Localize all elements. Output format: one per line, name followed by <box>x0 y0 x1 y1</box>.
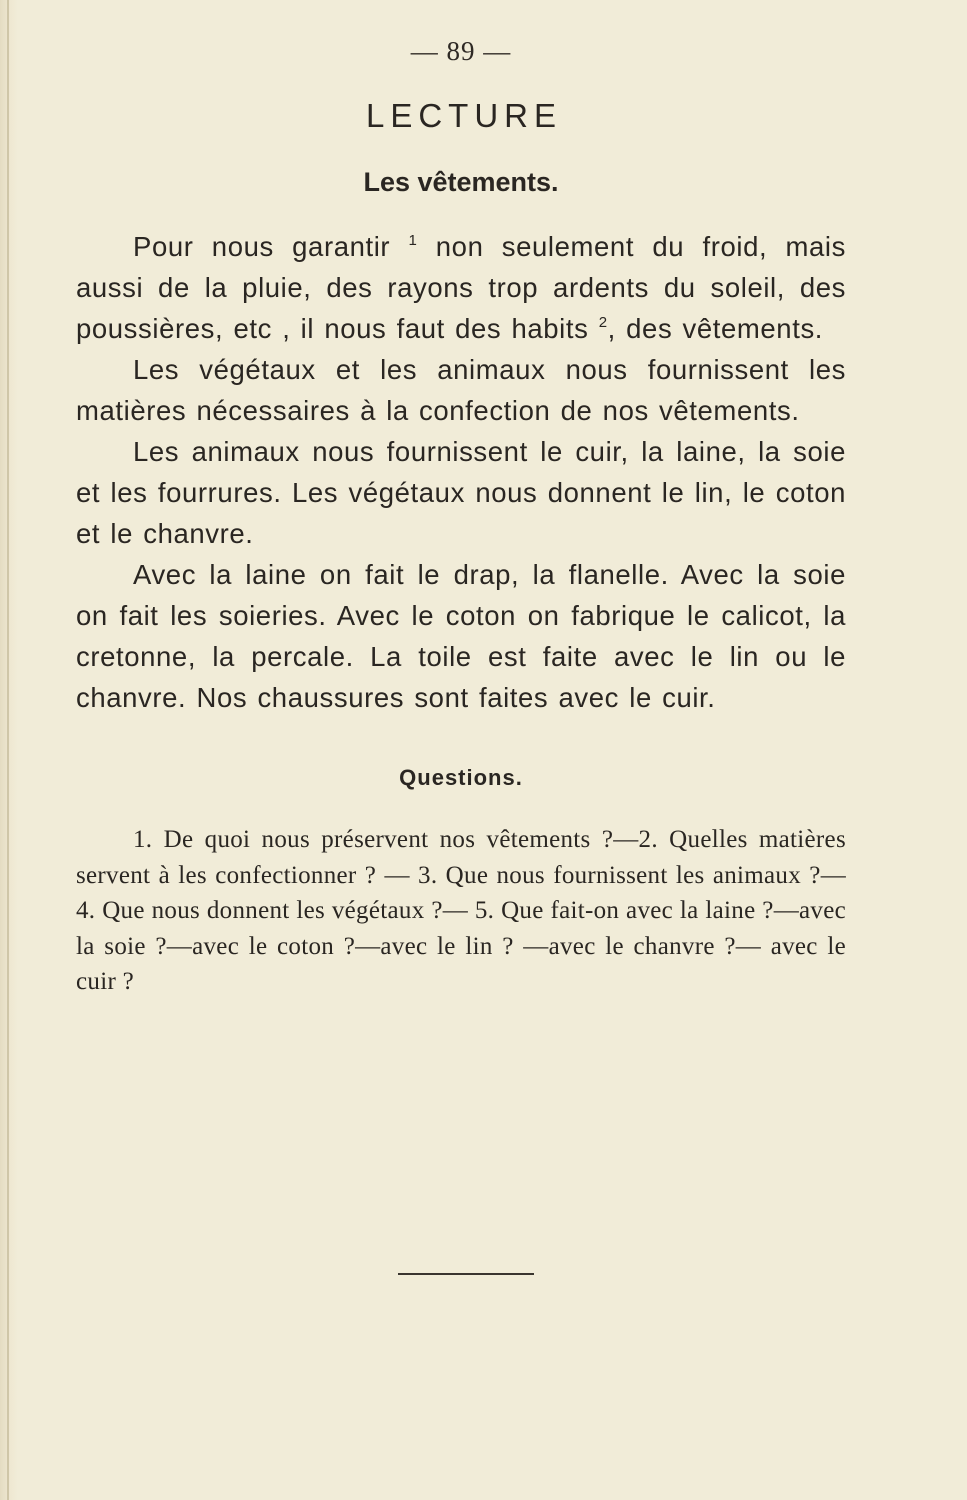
paragraph-1-part-c: , des vêtements. <box>607 313 824 344</box>
paragraph-3: Les animaux nous fournissent le cuir, la laine, la soie et les fourrures. Les végétaux nous donnent le lin, le coton et le chanvre. <box>76 436 846 549</box>
page-number: — 89 — <box>410 36 512 66</box>
page-binding-edge <box>0 0 18 1500</box>
paragraph-1 <box>76 226 846 349</box>
book-page <box>76 30 846 1000</box>
reading-text <box>76 226 846 718</box>
questions-text: 1. De quoi nous préservent nos vêtements ?—2. Quelles matières servent à les confectionner ? — 3. Que nous fournissent les animaux ?— 4. Que nous donnent les végétaux ?— 5. Que fait-on avec la laine ?—avec la soie ?—avec le coton ?—avec le lin ? —avec le chanvre ?— avec le cuir ? <box>76 826 846 995</box>
paragraph-1-part-b: non seulement du froid, mais aussi de la pluie, des rayons trop ardents du soleil, des poussières, etc , il nous faut des habits <box>76 231 846 344</box>
questions-title: Questions. <box>399 765 523 790</box>
paragraph-1-part-a: Pour nous garantir <box>133 231 409 262</box>
footnote-marker-2: 2 <box>598 314 608 331</box>
paragraph-2: Les végétaux et les animaux nous fournissent les matières nécessaires à la confection de nos vêtements. <box>76 354 846 426</box>
section-title: LECTURE <box>365 97 563 134</box>
lesson-title: Les vêtements. <box>363 167 559 197</box>
end-rule <box>398 1273 534 1275</box>
footnote-marker-1: 1 <box>408 232 418 249</box>
paragraph-4: Avec la laine on fait le drap, la flanelle. Avec la soie on fait les soieries. Avec le coton on fabrique le calicot, la cretonne, la percale. La toile est faite avec le lin ou le chanvre. Nos chaussures sont faites avec le cuir. <box>76 559 846 713</box>
